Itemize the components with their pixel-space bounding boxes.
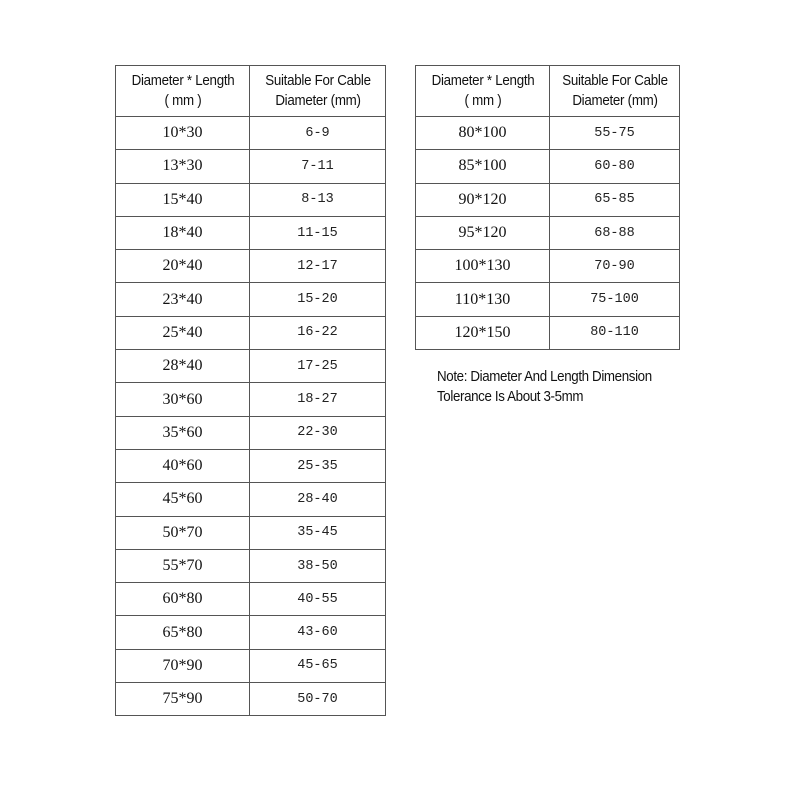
table-row xyxy=(116,316,386,349)
header-line: Diameter * Length xyxy=(431,73,534,89)
cable-diameter-cell: 75-100 xyxy=(550,283,680,316)
size-cell: 18*40 xyxy=(116,216,250,249)
table-row xyxy=(116,449,386,482)
size-cell: 15*40 xyxy=(116,183,250,216)
size-cell: 10*30 xyxy=(116,117,250,150)
table-row xyxy=(416,250,680,283)
size-cell: 25*40 xyxy=(116,316,250,349)
note-line: Note: Diameter And Length Dimension xyxy=(437,369,652,385)
table-row xyxy=(416,150,680,183)
cable-diameter-cell: 18-27 xyxy=(250,383,386,416)
table-header-row xyxy=(416,66,680,117)
table-row xyxy=(116,583,386,616)
size-cell: 120*150 xyxy=(416,316,550,349)
size-cell: 45*60 xyxy=(116,483,250,516)
size-cell: 23*40 xyxy=(116,283,250,316)
size-cell: 95*120 xyxy=(416,216,550,249)
table-row xyxy=(116,350,386,383)
size-cell: 65*80 xyxy=(116,616,250,649)
table-body xyxy=(416,117,680,350)
size-cell: 75*90 xyxy=(116,683,250,716)
header-line: ( mm ) xyxy=(464,93,501,109)
cable-diameter-cell: 45-65 xyxy=(250,649,386,682)
cable-diameter-cell: 22-30 xyxy=(250,416,386,449)
size-cell: 50*70 xyxy=(116,516,250,549)
table-row xyxy=(116,216,386,249)
header-diameter-length xyxy=(421,66,544,117)
size-cell: 20*40 xyxy=(116,250,250,283)
size-table-right xyxy=(415,65,680,350)
size-cell: 13*30 xyxy=(116,150,250,183)
table-row xyxy=(416,117,680,150)
table-row xyxy=(116,383,386,416)
size-cell: 110*130 xyxy=(416,283,550,316)
cable-diameter-cell: 8-13 xyxy=(250,183,386,216)
table-row xyxy=(116,483,386,516)
size-cell: 60*80 xyxy=(116,583,250,616)
header-line: ( mm ) xyxy=(164,93,201,109)
header-line: Suitable For Cable xyxy=(264,73,371,89)
header-cable-diameter xyxy=(555,66,675,117)
table-row xyxy=(116,649,386,682)
cable-diameter-cell: 16-22 xyxy=(250,316,386,349)
cable-diameter-cell: 43-60 xyxy=(250,616,386,649)
table-row xyxy=(116,683,386,716)
header-cable-diameter xyxy=(255,66,380,117)
header-line: Diameter (mm) xyxy=(571,93,658,109)
header-diameter-length xyxy=(121,66,244,117)
cable-diameter-cell: 6-9 xyxy=(250,117,386,150)
table-body xyxy=(116,117,386,716)
table-row xyxy=(116,416,386,449)
cable-diameter-cell: 25-35 xyxy=(250,449,386,482)
size-cell: 100*130 xyxy=(416,250,550,283)
cable-diameter-cell: 28-40 xyxy=(250,483,386,516)
table-row xyxy=(416,183,680,216)
cable-diameter-cell: 65-85 xyxy=(550,183,680,216)
cable-diameter-cell: 11-15 xyxy=(250,216,386,249)
cable-diameter-cell: 60-80 xyxy=(550,150,680,183)
size-table-left xyxy=(115,65,386,716)
cable-diameter-cell: 50-70 xyxy=(250,683,386,716)
cable-diameter-cell: 17-25 xyxy=(250,350,386,383)
size-cell: 70*90 xyxy=(116,649,250,682)
cable-diameter-cell: 38-50 xyxy=(250,549,386,582)
table-row xyxy=(116,616,386,649)
header-line: Diameter * Length xyxy=(131,73,234,89)
table-row xyxy=(416,316,680,349)
size-cell: 35*60 xyxy=(116,416,250,449)
table-header-row xyxy=(116,66,386,117)
cable-diameter-cell: 35-45 xyxy=(250,516,386,549)
size-cell: 55*70 xyxy=(116,549,250,582)
tolerance-note xyxy=(437,367,713,407)
table-row xyxy=(116,250,386,283)
table-row xyxy=(416,283,680,316)
cable-diameter-cell: 15-20 xyxy=(250,283,386,316)
header-line: Suitable For Cable xyxy=(561,73,668,89)
note-line: Tolerance Is About 3-5mm xyxy=(437,389,584,405)
table-row xyxy=(116,283,386,316)
table-row xyxy=(116,549,386,582)
table-row xyxy=(116,117,386,150)
cable-diameter-cell: 12-17 xyxy=(250,250,386,283)
table-row xyxy=(116,183,386,216)
table-row xyxy=(116,516,386,549)
cable-diameter-cell: 55-75 xyxy=(550,117,680,150)
size-cell: 28*40 xyxy=(116,350,250,383)
table-row xyxy=(416,216,680,249)
size-cell: 85*100 xyxy=(416,150,550,183)
table-row xyxy=(116,150,386,183)
size-cell: 40*60 xyxy=(116,449,250,482)
cable-diameter-cell: 70-90 xyxy=(550,250,680,283)
size-cell: 90*120 xyxy=(416,183,550,216)
cable-diameter-cell: 80-110 xyxy=(550,316,680,349)
size-cell: 30*60 xyxy=(116,383,250,416)
header-line: Diameter (mm) xyxy=(274,93,361,109)
size-cell: 80*100 xyxy=(416,117,550,150)
cable-diameter-cell: 68-88 xyxy=(550,216,680,249)
cable-diameter-cell: 7-11 xyxy=(250,150,386,183)
cable-diameter-cell: 40-55 xyxy=(250,583,386,616)
